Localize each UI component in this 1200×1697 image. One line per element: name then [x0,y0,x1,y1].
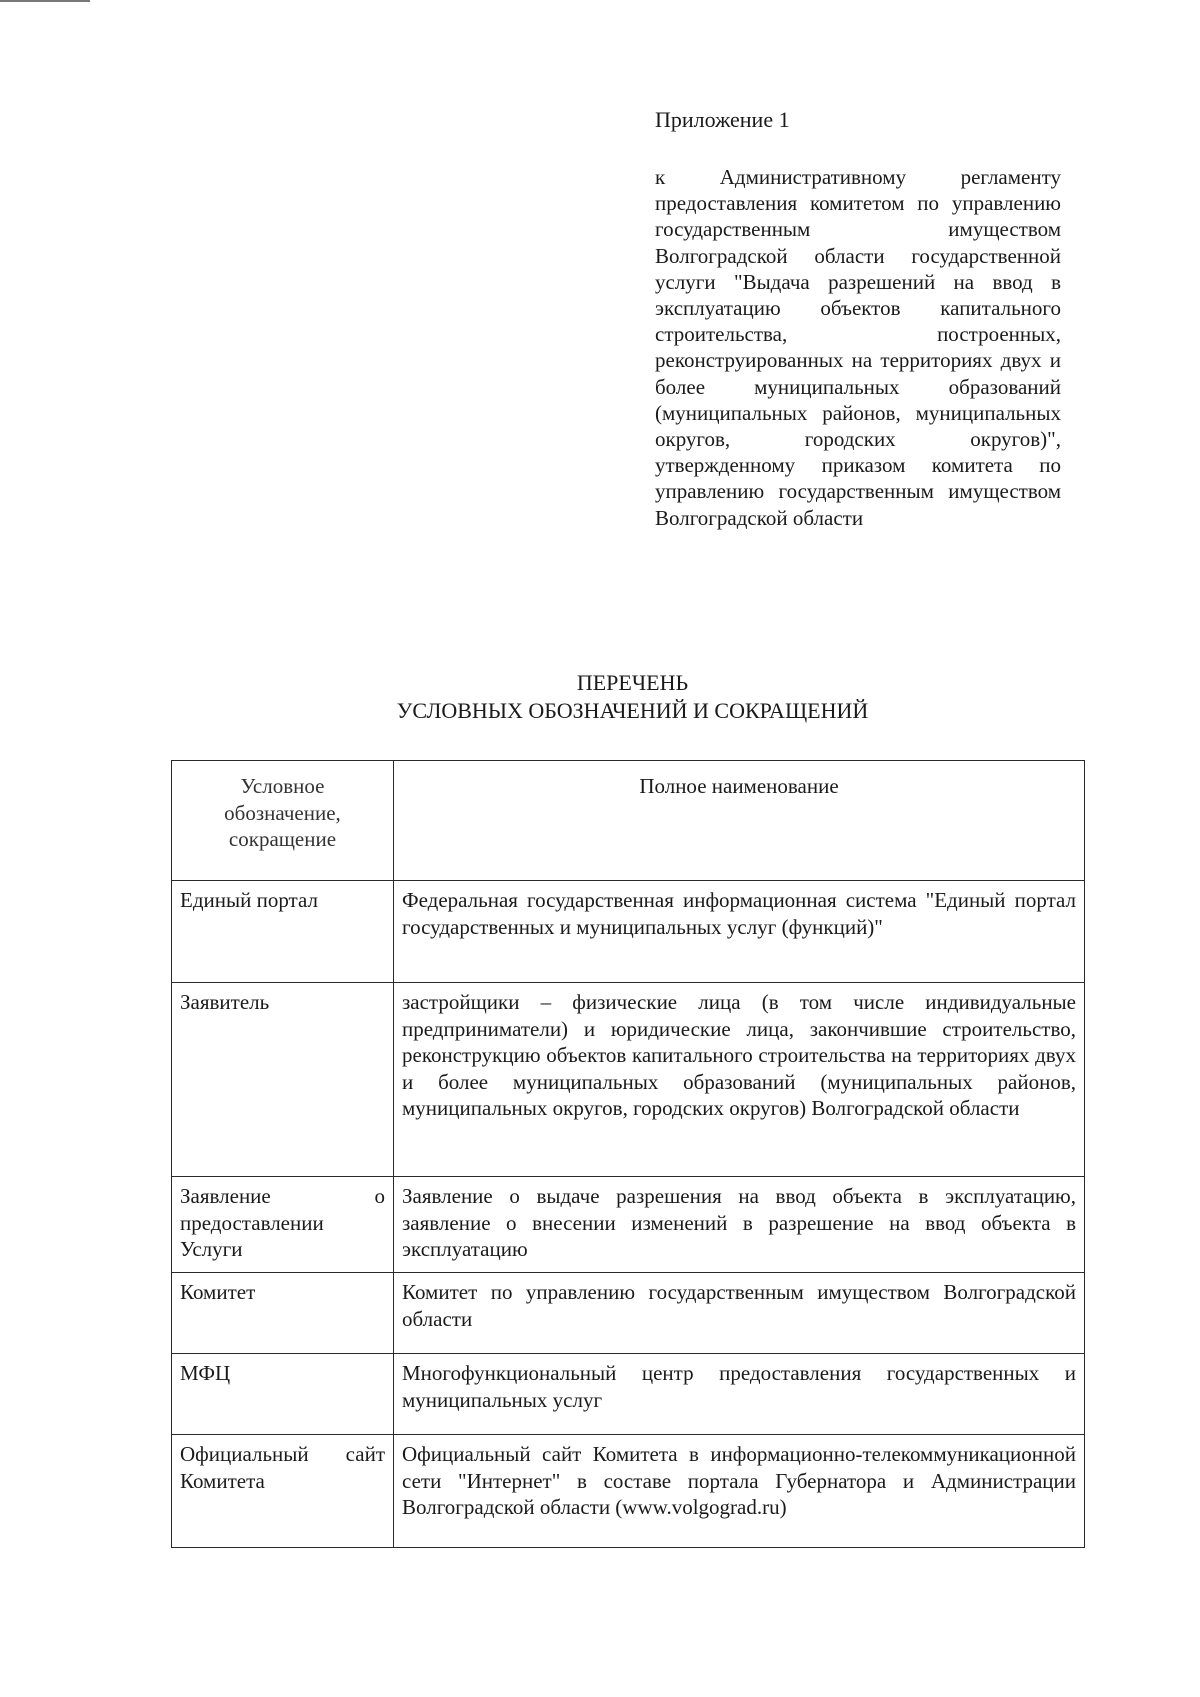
heading-line-1: ПЕРЕЧЕНЬ [576,670,689,695]
table-row [172,881,1085,983]
full-name-cell: Заявление о выдаче разрешения на ввод объекта в эксплуатацию, заявление о внесении изменений в разрешение на ввод объекта в эксплуатацию [394,1177,1085,1273]
term-cell: Заявление о предоставлении Услуги [172,1177,394,1273]
full-name-cell: Комитет по управлению государственным имуществом Волгоградской области [394,1273,1085,1354]
full-name-cell: Официальный сайт Комитета в информационно-телекоммуникационной сети "Интернет" в составе портала Губернатора и Администрации Волгоградской области (www.volgograd.ru) [394,1435,1085,1548]
full-name-cell: застройщики – физические лица (в том числе индивидуальные предприниматели) и юридические лица, закончившие строительство, реконструкцию объектов капитального строительства на территориях двух и более муниципальных образований (муниципальных районов, муниципальных округов, городских округов) Волгоградской области [394,983,1085,1177]
table-header-row [172,761,1085,881]
scan-edge-mark [0,0,90,2]
column-header-term: Условное обозначение, сокращение [172,761,394,881]
table-row [172,1273,1085,1354]
table-row [172,983,1085,1177]
table-row [172,1435,1085,1548]
annex-reference-text: к Административному регламенту предоставления комитетом по управлению государственным имуществом Волгоградской области государственной услуги "Выдача разрешений на ввод в эксплуатацию объектов капитального строительства, построенных, реконструированных на территориях двух и более муниципальных образований (муниципальных районов, муниципальных округов, городских округов)", утвержденному приказом комитета по управлению государственным имуществом Волгоградской области [655,165,1061,530]
table-row [172,1354,1085,1435]
term-cell: МФЦ [172,1354,394,1435]
document-heading [0,669,1200,725]
table-row [172,1177,1085,1273]
full-name-cell: Многофункциональный центр предоставления государственных и муниципальных услуг [394,1354,1085,1435]
column-header-full-name: Полное наименование [394,761,1085,881]
full-name-cell: Федеральная государственная информационная система "Единый портал государственных и муниципальных услуг (функций)" [394,881,1085,983]
term-cell: Комитет [172,1273,394,1354]
abbreviations-table [171,760,1085,1548]
term-cell: Официальный сайт Комитета [172,1435,394,1548]
term-cell: Единый портал [172,881,394,983]
annex-title: Приложение 1 [655,107,790,132]
term-cell: Заявитель [172,983,394,1177]
heading-line-2: УСЛОВНЫХ ОБОЗНАЧЕНИЙ И СОКРАЩЕНИЙ [396,698,869,723]
